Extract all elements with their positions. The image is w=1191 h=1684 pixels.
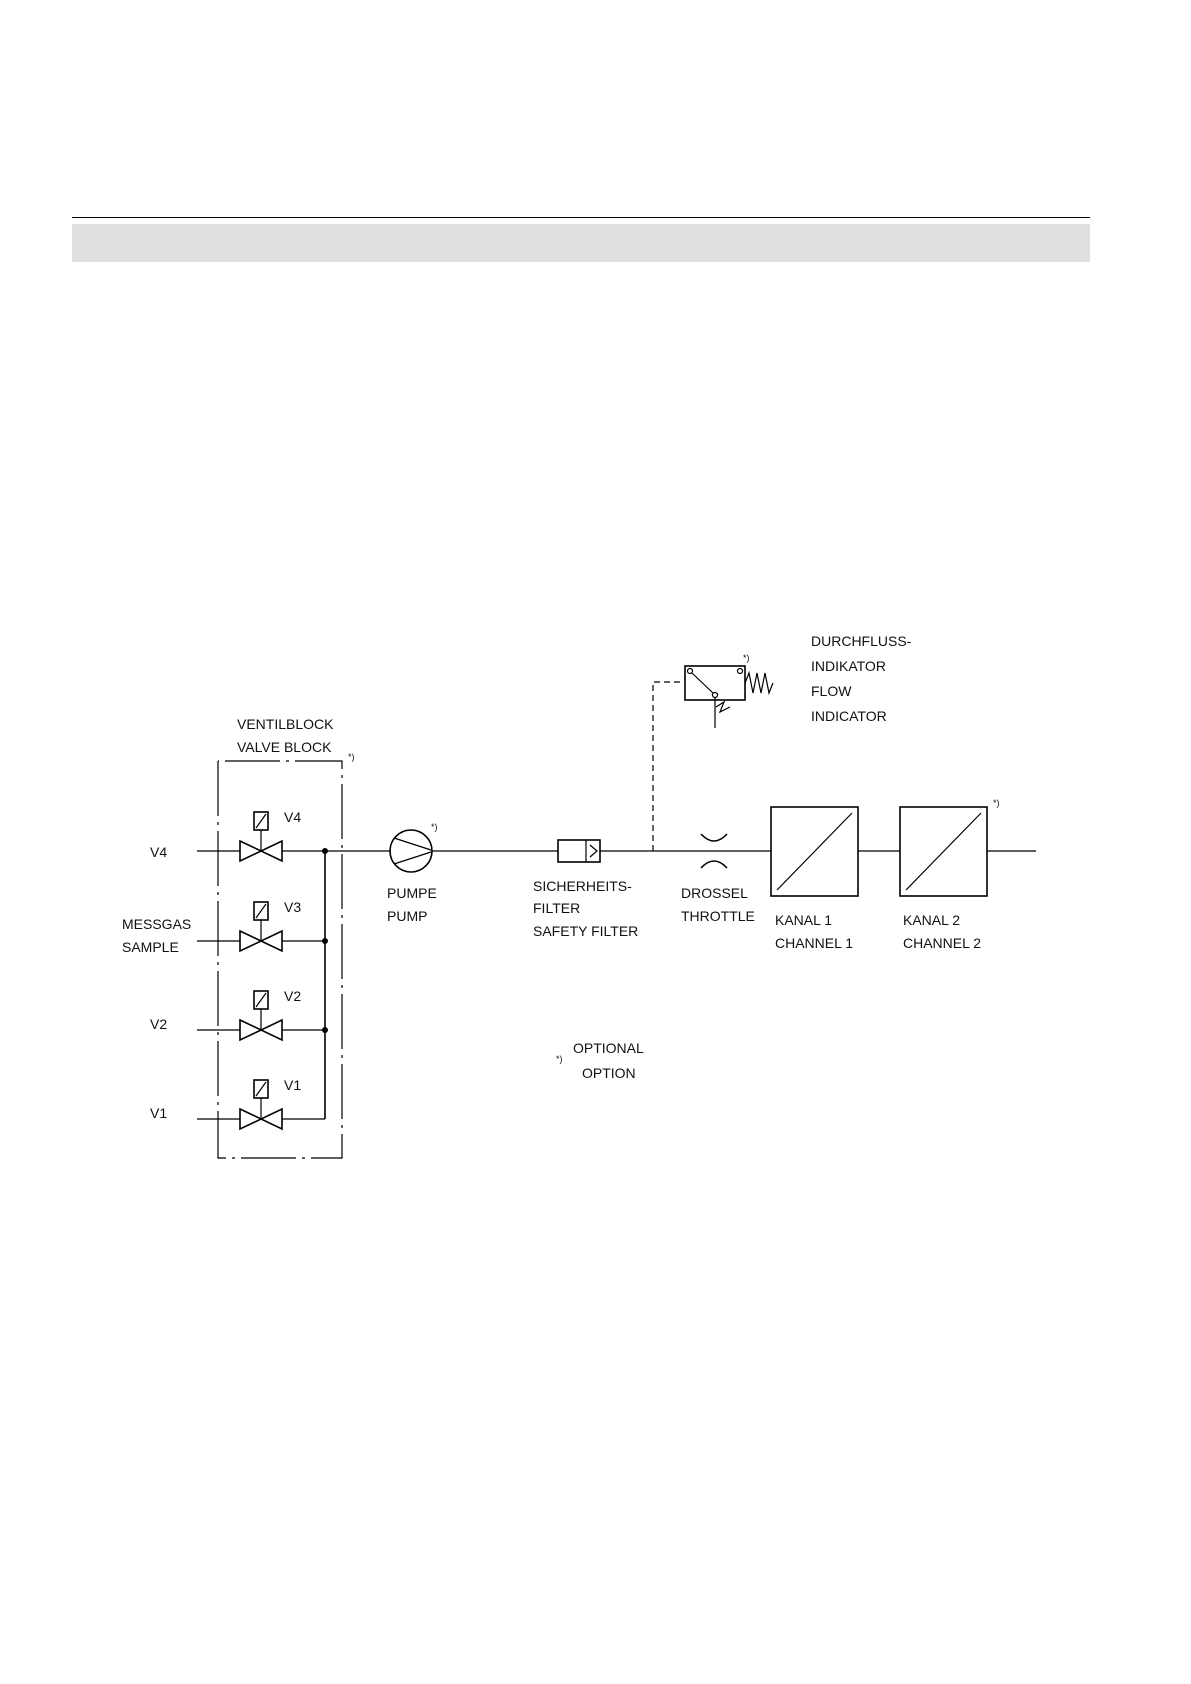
valve-block-optional-marker: *): [348, 752, 355, 762]
channel-2-label-en: CHANNEL 2: [903, 935, 982, 951]
valve-v2-symbol: [240, 991, 282, 1040]
valve-label-v1: V1: [284, 1077, 302, 1093]
throttle-label-de: DROSSEL: [681, 885, 748, 901]
manifold-collector: [322, 848, 328, 1119]
flow-indicator-label-de2: INDIKATOR: [811, 658, 886, 674]
valve-v4-symbol: [240, 812, 282, 861]
inlet-label-v2: V2: [150, 1016, 168, 1032]
flow-indicator-optional-marker: *): [743, 653, 750, 663]
flow-indicator-label-en2: INDICATOR: [811, 708, 887, 724]
inlet-label-sample: SAMPLE: [122, 939, 179, 955]
legend-label-de: OPTIONAL: [573, 1040, 644, 1056]
safety-filter-symbol: [558, 840, 600, 862]
flow-indicator-symbol: [685, 666, 773, 728]
valve-label-v3: V3: [284, 899, 302, 915]
valve-block-frame: [218, 761, 342, 1158]
pump-label-de: PUMPE: [387, 885, 437, 901]
pump-label-en: PUMP: [387, 908, 428, 924]
safety-filter-label-de1: SICHERHEITS-: [533, 878, 632, 894]
safety-filter-label-de2: FILTER: [533, 900, 581, 916]
flow-indicator-label-de1: DURCHFLUSS-: [811, 633, 912, 649]
safety-filter-label-en: SAFETY FILTER: [533, 923, 639, 939]
valve-v1-symbol: [240, 1080, 282, 1129]
inlet-label-v1: V1: [150, 1105, 168, 1121]
throttle-label-en: THROTTLE: [681, 908, 755, 924]
valve-label-v4: V4: [284, 809, 302, 825]
valve-label-v2: V2: [284, 988, 302, 1004]
valve-block-label-de: VENTILBLOCK: [237, 716, 334, 732]
pump-optional-marker: *): [431, 822, 438, 832]
inlet-label-messgas: MESSGAS: [122, 916, 192, 932]
inlet-lines: [197, 851, 325, 1119]
channel-2-optional-marker: *): [993, 798, 1000, 808]
channel-2-analyzer: [900, 807, 987, 896]
channel-1-label-en: CHANNEL 1: [775, 935, 854, 951]
flow-indicator-label-en1: FLOW: [811, 683, 852, 699]
valve-v3-symbol: [240, 902, 282, 951]
channel-1-analyzer: [771, 807, 858, 896]
inlet-label-v4: V4: [150, 844, 168, 860]
legend-label-en: OPTION: [582, 1065, 636, 1081]
channel-1-label-de: KANAL 1: [775, 912, 833, 928]
flow-indicator-branch: [653, 682, 683, 851]
legend-optional-marker: *): [556, 1054, 563, 1064]
valve-block-label-en: VALVE BLOCK: [237, 739, 332, 755]
pump-symbol: [390, 830, 432, 872]
channel-2-label-de: KANAL 2: [903, 912, 961, 928]
